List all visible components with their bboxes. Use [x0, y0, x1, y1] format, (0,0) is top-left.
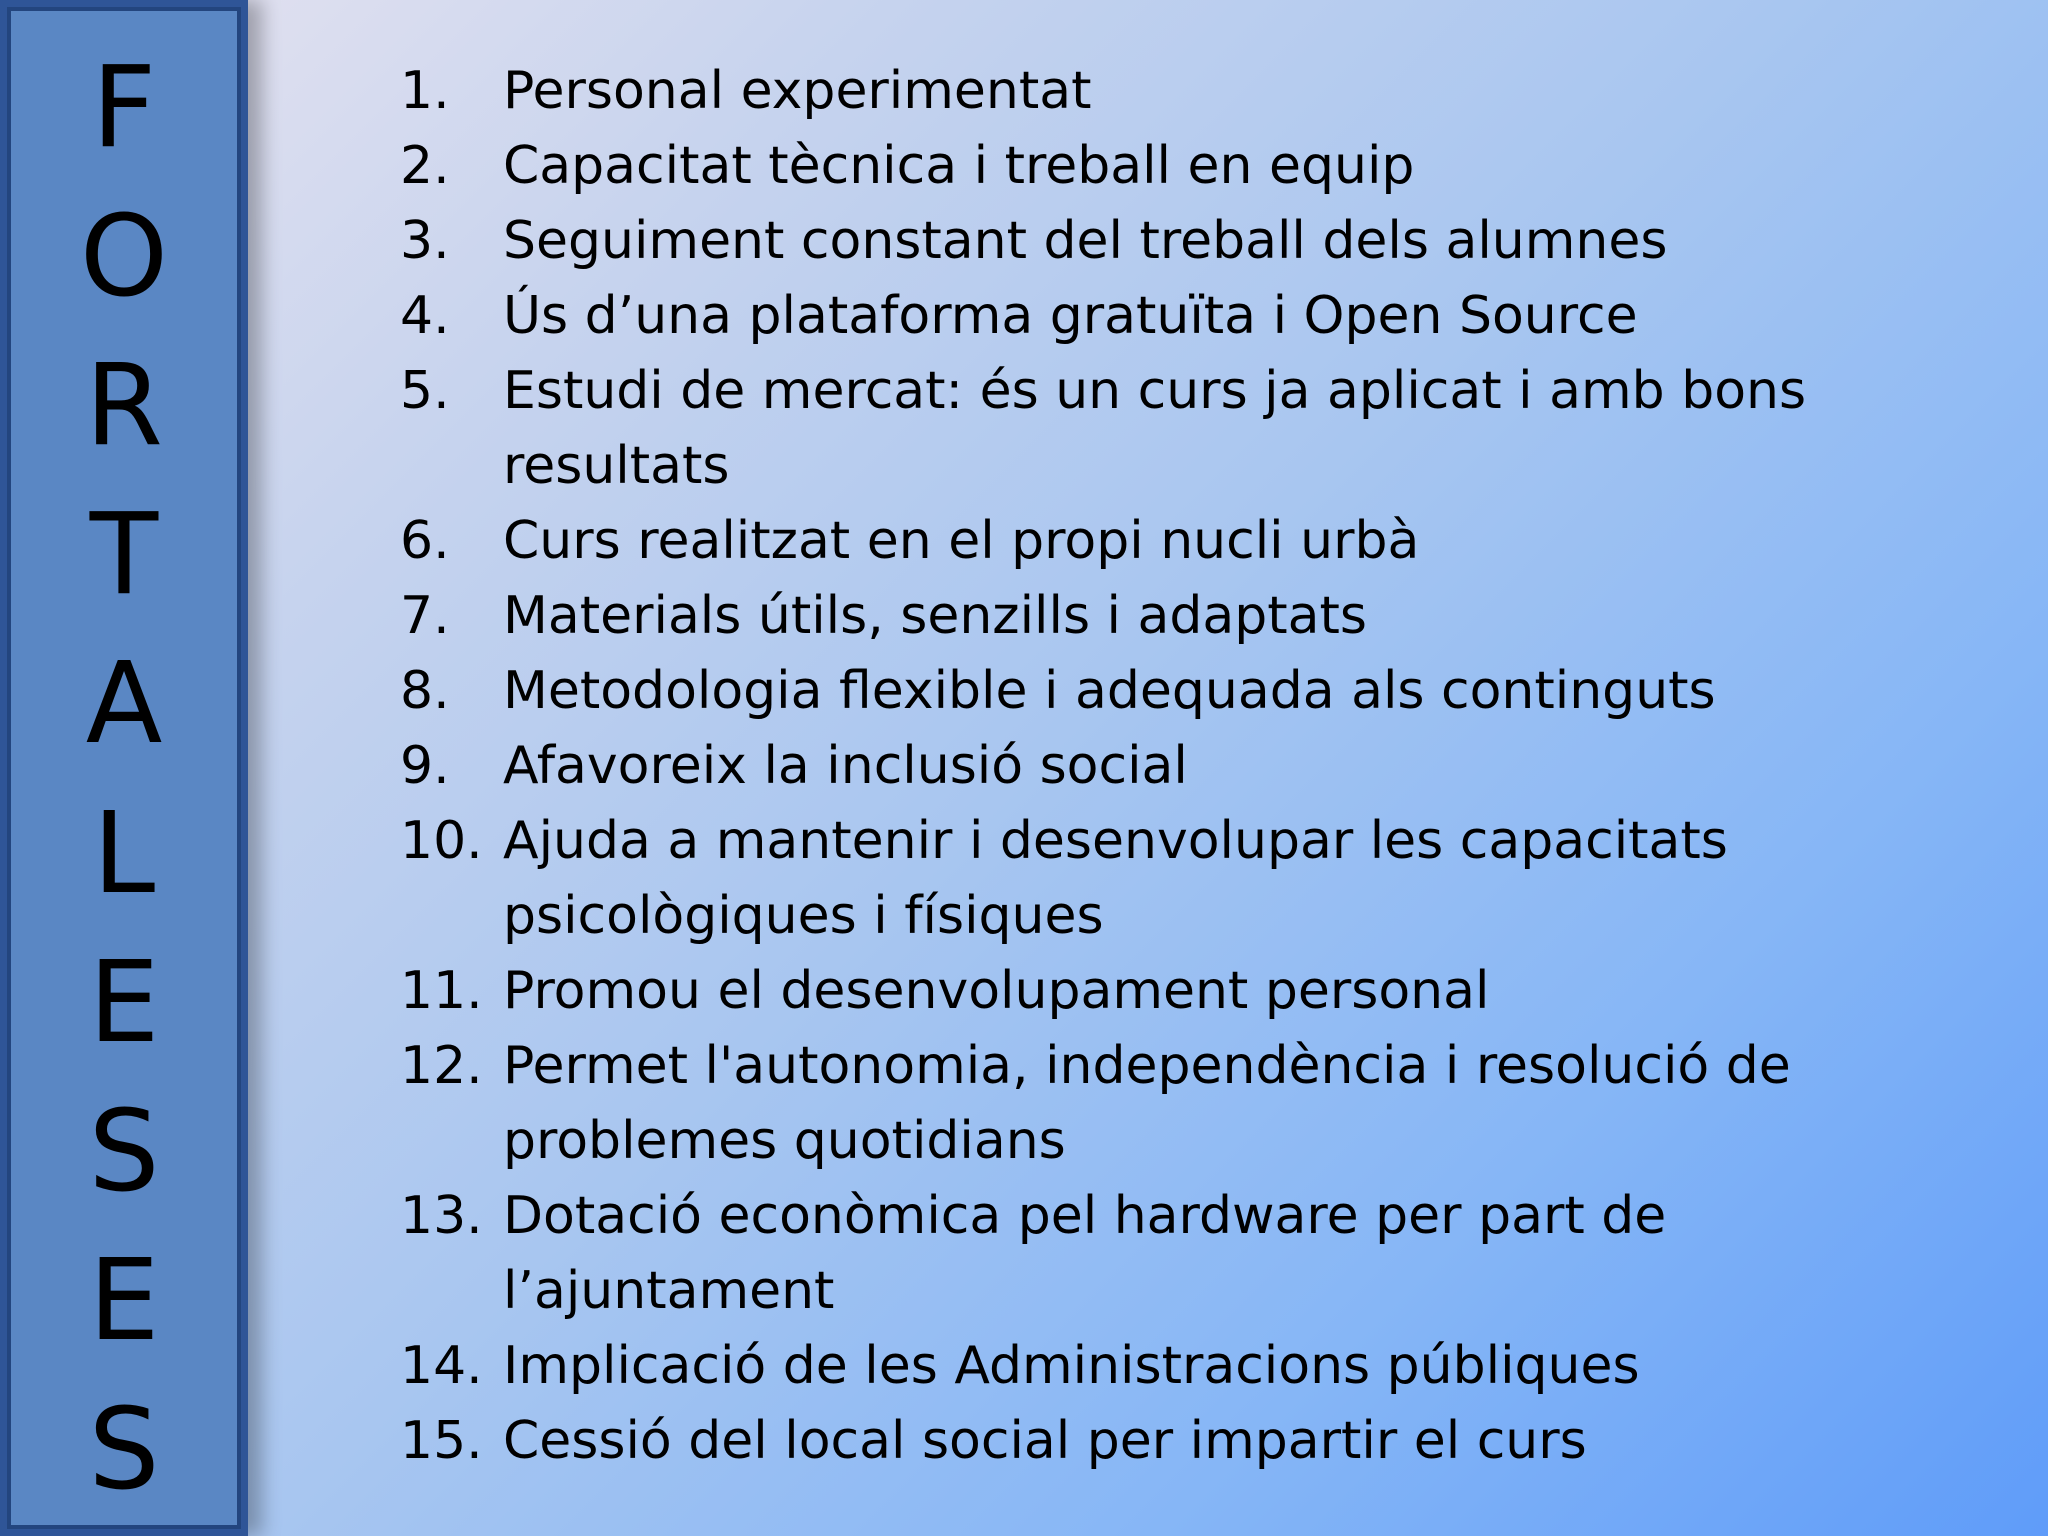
- item-text: Capacitat tècnica i treball en equip: [503, 136, 1415, 196]
- list-item: [400, 1329, 1810, 1404]
- item-text: Personal experimentat: [503, 61, 1092, 121]
- banner-letter: F: [91, 43, 157, 173]
- banner-letter: A: [85, 639, 163, 770]
- list-item: [400, 204, 1810, 279]
- list-item: [400, 804, 1810, 954]
- item-number: 13.: [400, 1186, 483, 1246]
- item-text: Dotació econòmica pel hardware per part de l’ajuntament: [503, 1186, 1667, 1321]
- item-number: 15.: [400, 1411, 483, 1471]
- item-number: 10.: [400, 811, 483, 871]
- banner-letter: T: [89, 490, 159, 621]
- list-item: [400, 54, 1810, 129]
- banner-letter: E: [88, 937, 160, 1068]
- item-text: Ajuda a mantenir i desenvolupar les capacitats psicològiques i físiques: [503, 811, 1728, 946]
- list-item: [400, 129, 1810, 204]
- item-text: Cessió del local social per impartir el curs: [503, 1411, 1587, 1471]
- item-text: Permet l'autonomia, independència i resolució de problemes quotidians: [503, 1036, 1791, 1171]
- list-item: [400, 354, 1810, 504]
- item-number: 14.: [400, 1336, 483, 1396]
- item-number: 5.: [400, 361, 450, 421]
- item-text: Seguiment constant del treball dels alumnes: [503, 211, 1668, 271]
- item-text: Estudi de mercat: és un curs ja aplicat i amb bons resultats: [503, 361, 1807, 496]
- banner-letter: O: [79, 192, 169, 323]
- list-item: [400, 1179, 1810, 1329]
- item-number: 4.: [400, 286, 450, 346]
- item-number: 6.: [400, 511, 450, 571]
- banner-letter: S: [88, 1384, 160, 1515]
- item-text: Curs realitzat en el propi nucli urbà: [503, 511, 1420, 571]
- item-number: 12.: [400, 1036, 483, 1096]
- list-item: [400, 729, 1810, 804]
- banner-letter: R: [85, 341, 163, 472]
- banner-letter: L: [92, 788, 156, 919]
- side-banner-letters: [7, 7, 241, 1529]
- item-number: 2.: [400, 136, 450, 196]
- item-number: 9.: [400, 736, 450, 796]
- list-item: [400, 1029, 1810, 1179]
- item-text: Afavoreix la inclusió social: [503, 736, 1188, 796]
- item-number: 3.: [400, 211, 450, 271]
- side-banner: [0, 0, 248, 1536]
- item-text: Promou el desenvolupament personal: [503, 961, 1490, 1021]
- list-item: [400, 954, 1810, 1029]
- list-item: [400, 579, 1810, 654]
- item-text: Implicació de les Administracions públiques: [503, 1336, 1640, 1396]
- banner-letter: S: [88, 1086, 160, 1217]
- list-item: [400, 279, 1810, 354]
- item-text: Materials útils, senzills i adaptats: [503, 586, 1368, 646]
- list-item: [400, 504, 1810, 579]
- strengths-list: [400, 54, 1810, 1479]
- item-number: 7.: [400, 586, 450, 646]
- item-text: Metodologia flexible i adequada als continguts: [503, 661, 1716, 721]
- item-number: 11.: [400, 961, 483, 1021]
- item-text: Ús d’una plataforma gratuïta i Open Source: [503, 286, 1638, 346]
- banner-letter: E: [88, 1235, 160, 1366]
- item-number: 1.: [400, 61, 450, 121]
- strengths-content: [400, 54, 1810, 1479]
- item-number: 8.: [400, 661, 450, 721]
- list-item: [400, 654, 1810, 729]
- list-item: [400, 1404, 1810, 1479]
